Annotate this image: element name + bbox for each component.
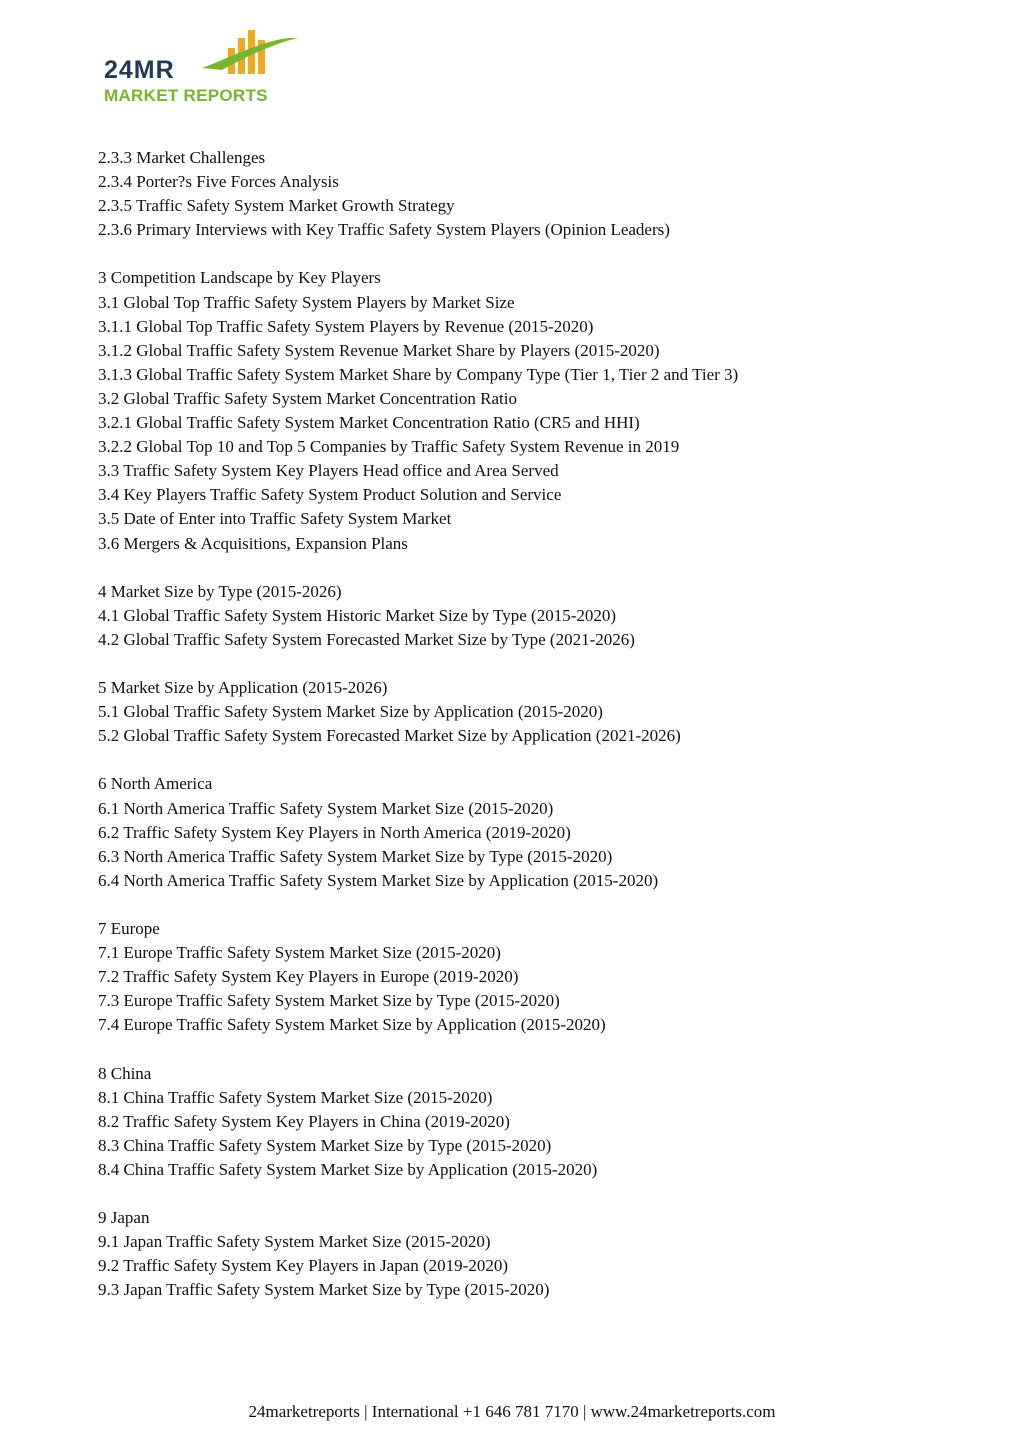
toc-entry: 6.2 Traffic Safety System Key Players in North America (2019-2020) <box>98 822 571 842</box>
toc-entry: 5 Market Size by Application (2015-2026) <box>98 678 388 698</box>
toc-entry: 6.1 North America Traffic Safety System Market Size (2015-2020) <box>98 798 554 818</box>
toc-entry: 9.2 Traffic Safety System Key Players in Japan (2019-2020) <box>98 1256 508 1276</box>
toc-entry: 7.2 Traffic Safety System Key Players in Europe (2019-2020) <box>98 967 519 987</box>
toc-entry: 7.1 Europe Traffic Safety System Market Size (2015-2020) <box>98 943 501 963</box>
toc-entry: 3.1.1 Global Top Traffic Safety System Players by Revenue (2015-2020) <box>98 316 594 336</box>
toc-entry: 8.2 Traffic Safety System Key Players in China (2019-2020) <box>98 1111 510 1131</box>
toc-entry: 3.6 Mergers & Acquisitions, Expansion Plans <box>98 533 408 553</box>
toc-spacer <box>98 556 978 580</box>
toc-entry: 3.1.3 Global Traffic Safety System Market Share by Company Type (Tier 1, Tier 2 and Tier 3) <box>98 364 739 384</box>
toc-entry: 8.4 China Traffic Safety System Market Size by Application (2015-2020) <box>98 1159 598 1179</box>
toc-spacer <box>98 748 978 772</box>
page-footer <box>0 1401 1024 1423</box>
toc-entry: 4 Market Size by Type (2015-2026) <box>98 581 342 601</box>
toc-entry: 2.3.3 Market Challenges <box>98 148 266 167</box>
toc-spacer <box>98 1182 978 1206</box>
toc-entry: 6.4 North America Traffic Safety System Market Size by Application (2015-2020) <box>98 870 659 890</box>
toc-entry: 3.5 Date of Enter into Traffic Safety System Market <box>98 509 452 529</box>
toc-spacer <box>98 893 978 917</box>
toc-entry: 8.3 China Traffic Safety System Market Size by Type (2015-2020) <box>98 1135 552 1155</box>
toc-entry: 8 China <box>98 1063 152 1083</box>
toc-entry: 5.1 Global Traffic Safety System Market Size by Application (2015-2020) <box>98 702 603 722</box>
brand-logo <box>100 28 310 108</box>
toc-entry: 9 Japan <box>98 1208 150 1228</box>
toc-entry: 3.2.1 Global Traffic Safety System Market Concentration Ratio (CR5 and HHI) <box>98 413 640 433</box>
toc-entry: 3.1.2 Global Traffic Safety System Revenue Market Share by Players (2015-2020) <box>98 340 660 360</box>
toc-spacer <box>98 242 978 266</box>
toc-entry: 9.3 Japan Traffic Safety System Market Size by Type (2015-2020) <box>98 1280 550 1300</box>
toc-spacer <box>98 652 978 676</box>
toc-entry: 3.4 Key Players Traffic Safety System Product Solution and Service <box>98 485 562 505</box>
toc-entry: 2.3.6 Primary Interviews with Key Traffic Safety System Players (Opinion Leaders) <box>98 220 670 240</box>
toc-entry: 3.2.2 Global Top 10 and Top 5 Companies by Traffic Safety System Revenue in 2019 <box>98 437 680 457</box>
toc-entry: 7 Europe <box>98 919 160 938</box>
toc-entry: 2.3.4 Porter?s Five Forces Analysis <box>98 172 339 192</box>
bar-chart-logo-icon <box>200 28 300 84</box>
footer-contact-text: 24marketreports | International +1 646 781 7170 | www.24marketreports.com <box>248 1402 776 1421</box>
logo-top-text: 24MR <box>104 56 175 84</box>
toc-entry: 6 North America <box>98 774 213 794</box>
toc-entry: 4.1 Global Traffic Safety System Historic Market Size by Type (2015-2020) <box>98 605 617 625</box>
toc-entry: 3.2 Global Traffic Safety System Market Concentration Ratio <box>98 388 517 408</box>
toc-entry: 4.2 Global Traffic Safety System Forecasted Market Size by Type (2021-2026) <box>98 629 635 649</box>
logo-bottom-text: MARKET REPORTS <box>104 86 268 105</box>
toc-entry: 9.1 Japan Traffic Safety System Market Size (2015-2020) <box>98 1232 491 1252</box>
table-of-contents <box>98 146 978 1303</box>
toc-entry: 7.3 Europe Traffic Safety System Market Size by Type (2015-2020) <box>98 991 560 1011</box>
toc-entry: 6.3 North America Traffic Safety System Market Size by Type (2015-2020) <box>98 846 613 866</box>
toc-entry: 3.1 Global Top Traffic Safety System Players by Market Size <box>98 292 515 312</box>
toc-entry: 7.4 Europe Traffic Safety System Market Size by Application (2015-2020) <box>98 1015 606 1035</box>
toc-entry: 2.3.5 Traffic Safety System Market Growth Strategy <box>98 196 455 216</box>
toc-spacer <box>98 1037 978 1061</box>
toc-entry: 3.3 Traffic Safety System Key Players Head office and Area Served <box>98 461 559 481</box>
toc-entry: 8.1 China Traffic Safety System Market Size (2015-2020) <box>98 1087 493 1107</box>
toc-entry: 3 Competition Landscape by Key Players <box>98 268 381 288</box>
toc-entry: 5.2 Global Traffic Safety System Forecasted Market Size by Application (2021-2026) <box>98 726 681 746</box>
